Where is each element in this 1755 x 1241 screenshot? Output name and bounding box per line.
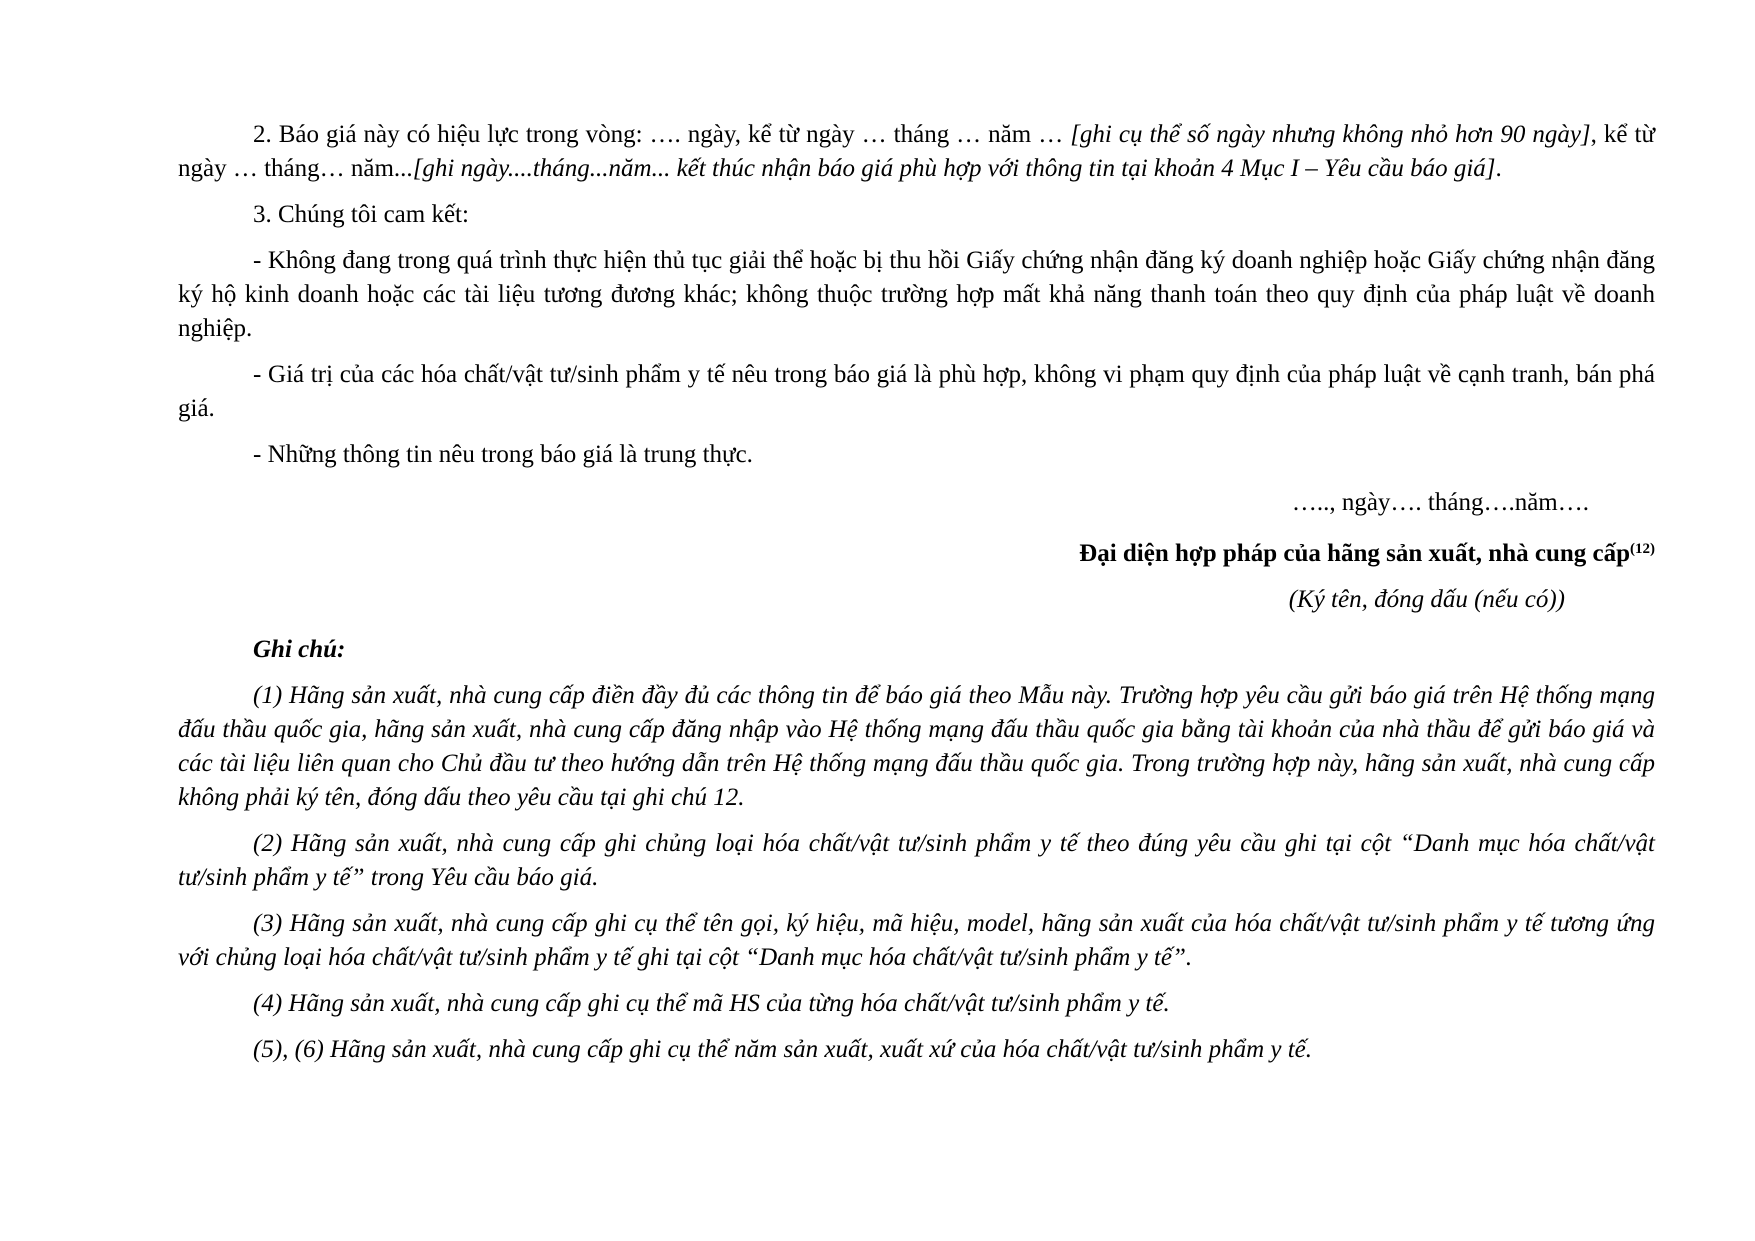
signature-title-footnote: (12) — [1630, 541, 1655, 557]
commitment-1: - Không đang trong quá trình thực hiện thủ tục giải thể hoặc bị thu hồi Giấy chứng nhận đăng ký doanh nghiệp hoặc Giấy chứng nhận đăng ký hộ kinh doanh hoặc các tài liệu tương đương khác; không thuộc trường hợp mất khả năng thanh toán theo quy định của pháp luật về doanh nghiệp. — [178, 247, 1655, 342]
item-3-heading: 3. Chúng tôi cam kết: — [253, 201, 469, 228]
note-item-5-6: (5), (6) Hãng sản xuất, nhà cung cấp ghi cụ thể năm sản xuất, xuất xứ của hóa chất/vật tư/sinh phẩm y tế. — [253, 1036, 1313, 1063]
item-2-text-a: 2. Báo giá này có hiệu lực trong vòng: …. ngày, kể từ ngày … tháng … năm … — [253, 121, 1071, 148]
item-2-text-c: . — [1495, 155, 1502, 182]
signature-title — [178, 532, 1655, 571]
notes-heading: Ghi chú: — [253, 636, 346, 663]
signature-note: (Ký tên, đóng dấu (nếu có)) — [1288, 586, 1565, 613]
note-item-2: (2) Hãng sản xuất, nhà cung cấp ghi chủng loại hóa chất/vật tư/sinh phẩm y tế theo đúng yêu cầu ghi tại cột “Danh mục hóa chất/vật tư/sinh phẩm y tế” trong Yêu cầu báo giá. — [178, 830, 1655, 891]
note-item-1: (1) Hãng sản xuất, nhà cung cấp điền đầy đủ các thông tin để báo giá theo Mẫu này. Trường hợp yêu cầu gửi báo giá trên Hệ thống mạng đấu thầu quốc gia, hãng sản xuất, nhà cung cấp đăng nhập vào Hệ thống mạng đấu thầu quốc gia bằng tài khoản của nhà thầu để gửi báo giá và các tài liệu liên quan cho Chủ đầu tư theo hướng dẫn trên Hệ thống mạng đấu thầu quốc gia. Trong trường hợp này, hãng sản xuất, nhà cung cấp không phải ký tên, đóng dấu theo yêu cầu tại ghi chú 12. — [178, 682, 1655, 811]
note-item-3: (3) Hãng sản xuất, nhà cung cấp ghi cụ thể tên gọi, ký hiệu, mã hiệu, model, hãng sản xuất của hóa chất/vật tư/sinh phẩm y tế tương ứng với chủng loại hóa chất/vật tư/sinh phẩm y tế ghi tại cột “Danh mục hóa chất/vật tư/sinh phẩm y tế”. — [178, 910, 1655, 971]
commitment-3: - Những thông tin nêu trong báo giá là trung thực. — [253, 441, 753, 468]
item-2-validity — [178, 118, 1655, 186]
item-2-italic-a: [ghi cụ thể số ngày nhưng không nhỏ hơn 90 ngày] — [1070, 121, 1591, 148]
commitment-2: - Giá trị của các hóa chất/vật tư/sinh phẩm y tế nêu trong báo giá là phù hợp, không vi phạm quy định của pháp luật về cạnh tranh, bán phá giá. — [178, 361, 1655, 422]
signature-title-text: Đại diện hợp pháp của hãng sản xuất, nhà cung cấp — [1079, 540, 1630, 567]
note-item-4: (4) Hãng sản xuất, nhà cung cấp ghi cụ thể mã HS của từng hóa chất/vật tư/sinh phẩm y tế. — [253, 990, 1170, 1017]
item-2-italic-b: [ghi ngày....tháng...năm... kết thúc nhận báo giá phù hợp với thông tin tại khoản 4 Mục I – Yêu cầu báo giá] — [412, 155, 1496, 182]
item-2-text-b: , kể từ ngày … tháng… năm... — [178, 121, 1655, 182]
signature-date-line: ….., ngày…. tháng….năm…. — [1291, 489, 1589, 516]
